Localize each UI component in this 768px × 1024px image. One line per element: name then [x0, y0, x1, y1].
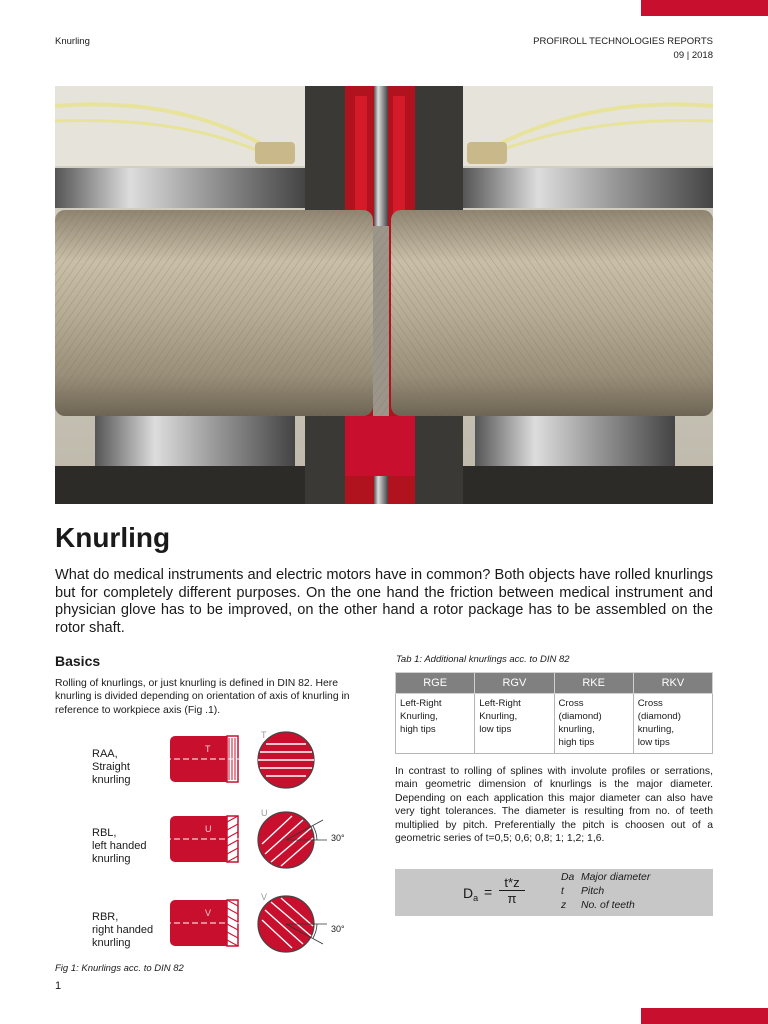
rbl-angle: 30° [331, 833, 345, 843]
page-number: 1 [55, 980, 62, 992]
formula-numerator: t*z [499, 875, 525, 891]
table-header-cell: RGE [396, 673, 475, 694]
table-cell: Left-Right Knurling, low tips [475, 694, 554, 754]
raa-diagram [165, 728, 355, 794]
rbl-letter-inner: U [205, 824, 212, 834]
legend-row: Da Major diameter [561, 872, 651, 883]
legend-row: z No. of teeth [561, 900, 635, 911]
knurling-table [395, 672, 713, 754]
table-header-row [396, 673, 713, 694]
table-cell: Cross (diamond) knurling, low tips [633, 694, 712, 754]
formula-denominator: π [507, 891, 517, 906]
knurl-label-rbl: RBL, left handed knurling [92, 827, 147, 865]
contrast-paragraph: In contrast to rolling of splines with involute profiles or serrations, main geometric dimension of knurlings is the major diameter. Depending on each application this major diameter can also have very tight tolerances. The diameter is resulting from no. of teeth multiplied by pitch. Preferentially the pitch is choosen out of a geometric series of t=0,5; 0,6; 0,8; 1; 1,2; 1,6. [395, 766, 713, 845]
formula-fraction [499, 875, 525, 906]
table-cell: Left-Right Knurling, high tips [396, 694, 475, 754]
article-title: Knurling [55, 522, 171, 553]
table-header-cell: RKE [554, 673, 633, 694]
issue-date: 09 | 2018 [673, 50, 713, 61]
legend-row: t Pitch [561, 886, 605, 897]
publication-title: PROFIROLL TECHNOLOGIES REPORTS [533, 36, 713, 47]
raa-letter: T [261, 730, 267, 740]
raa-letter-inner: T [205, 744, 211, 754]
rbr-letter: V [261, 892, 268, 902]
accent-bar-bottom [641, 1008, 768, 1024]
basics-paragraph: Rolling of knurlings, or just knurling is defined in DIN 82. Here knurling is divided depending on orientation of axis of knurling in reference to workpiece axis (Fig .1). [55, 678, 350, 716]
rbr-diagram [165, 892, 355, 958]
knurling-machine-photo [55, 86, 713, 504]
table-header-cell: RGV [475, 673, 554, 694]
knurl-label-raa: RAA, Straight knurling [92, 748, 131, 786]
rbl-diagram [165, 808, 355, 874]
table-cell: Cross (diamond) knurling, high tips [554, 694, 633, 754]
table-caption: Tab 1: Additional knurlings acc. to DIN 82 [396, 654, 570, 665]
knurl-label-rbr: RBR, right handed knurling [92, 911, 154, 949]
formula-legend [561, 871, 650, 913]
running-title: Knurling [55, 36, 90, 47]
rbl-letter: U [261, 808, 268, 818]
lead-paragraph: What do medical instruments and electric motors have in common? Both objects have rolled knurlings but for completely different purposes. On the one hand the friction between medical instrument and physician glove has to be improved, on the other hand a rotor package has to be assembled on the rotor shaft. [55, 567, 713, 636]
formula-lhs: $D_a$ [463, 885, 479, 903]
formula-equals: = [484, 884, 493, 900]
formula-box [395, 869, 713, 916]
basics-heading: Basics [55, 653, 101, 669]
accent-bar-top [641, 0, 768, 16]
table-row [396, 694, 713, 754]
rbr-letter-inner: V [205, 908, 212, 918]
rbr-angle: 30° [331, 924, 345, 934]
figure-caption: Fig 1: Knurlings acc. to DIN 82 [55, 963, 184, 974]
table-header-cell: RKV [633, 673, 712, 694]
